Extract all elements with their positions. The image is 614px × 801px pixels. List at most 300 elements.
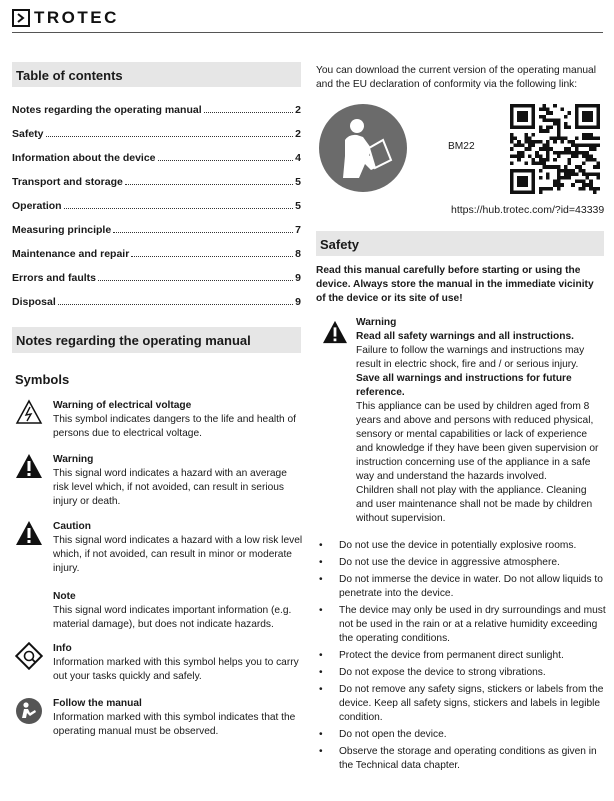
qr-module [575, 122, 579, 126]
qr-module [596, 115, 600, 119]
qr-module [532, 162, 536, 166]
qr-module [517, 183, 521, 187]
qr-module [582, 162, 586, 166]
qr-module [557, 176, 561, 180]
qr-module [539, 162, 543, 166]
qr-module [532, 118, 536, 122]
qr-module [557, 136, 561, 140]
qr-module [542, 118, 546, 122]
qr-module [532, 190, 536, 194]
qr-module [524, 176, 528, 180]
qr-module [550, 147, 554, 151]
toc-leader-dots [158, 160, 294, 161]
qr-module [560, 169, 564, 173]
qr-module [514, 144, 518, 148]
qr-module [578, 180, 582, 184]
toc-entry-label: Safety [12, 128, 44, 140]
qr-module [564, 136, 568, 140]
qr-module [586, 158, 590, 162]
qr-module [557, 118, 561, 122]
toc-entry-label: Operation [12, 200, 62, 212]
qr-module [571, 140, 575, 144]
qr-module [589, 180, 593, 184]
qr-module [521, 111, 525, 115]
trotec-logo [12, 8, 119, 28]
qr-module [589, 136, 593, 140]
toc-entry-page: 5 [295, 176, 301, 188]
list-item: • Observe the storage and operating conditions as given in the Technical data chapter. [316, 745, 606, 773]
safety-warning-block [356, 316, 606, 526]
toc-entry-label: Maintenance and repair [12, 248, 130, 260]
qr-module [550, 136, 554, 140]
qr-module [582, 111, 586, 115]
qr-module [532, 115, 536, 119]
qr-module [514, 136, 518, 140]
qr-module [593, 187, 597, 191]
qr-module [582, 144, 586, 148]
qr-module [521, 169, 525, 173]
toc-entry-page: 9 [295, 272, 301, 284]
qr-module [593, 144, 597, 148]
qr-module [514, 126, 518, 130]
qr-module [510, 190, 514, 194]
list-item: • Do not use the device in aggressive atmosphere. [316, 556, 606, 570]
qr-module [546, 158, 550, 162]
qr-module [514, 154, 518, 158]
qr-module [532, 158, 536, 162]
qr-module [575, 118, 579, 122]
qr-module [586, 183, 590, 187]
qr-module [539, 140, 543, 144]
qr-module [524, 133, 528, 137]
qr-module [560, 140, 564, 144]
qr-module [589, 172, 593, 176]
qr-module [517, 154, 521, 158]
qr-module [582, 115, 586, 119]
qr-module [517, 140, 521, 144]
qr-module [596, 187, 600, 191]
qr-module [528, 126, 532, 130]
qr-module [550, 118, 554, 122]
qr-module [596, 176, 600, 180]
qr-module [568, 162, 572, 166]
qr-module [586, 118, 590, 122]
qr-module [517, 180, 521, 184]
qr-module [593, 165, 597, 169]
qr-module [524, 118, 528, 122]
qr-module [521, 104, 525, 108]
qr-module [589, 144, 593, 148]
qr-module [532, 183, 536, 187]
qr-module [578, 144, 582, 148]
qr-module [575, 165, 579, 169]
safety-bullet-list [316, 539, 606, 776]
qr-module [593, 104, 597, 108]
toc-entry-page: 9 [295, 296, 301, 308]
qr-module [542, 165, 546, 169]
qr-module [528, 169, 532, 173]
qr-module [560, 176, 564, 180]
toc-entry[interactable] [12, 164, 301, 188]
qr-module [517, 169, 521, 173]
qr-module [589, 104, 593, 108]
qr-module [521, 126, 525, 130]
qr-module [578, 104, 582, 108]
document-code: BM22 [448, 141, 475, 152]
qr-module [557, 172, 561, 176]
qr-module [550, 126, 554, 130]
qr-module [575, 172, 579, 176]
qr-module [578, 151, 582, 155]
qr-module [517, 104, 521, 108]
qr-module [575, 151, 579, 155]
list-item: • Do not immerse the device in water. Do not allow liquids to penetrate into the device. [316, 573, 606, 601]
symbol-description: Information marked with this symbol helps you to carry out your tasks quickly and safely. [53, 657, 299, 682]
qr-module [546, 126, 550, 130]
qr-module [593, 136, 597, 140]
qr-module [586, 151, 590, 155]
notes-heading: Notes regarding the operating manual [12, 327, 301, 353]
toc-leader-dots [46, 136, 294, 137]
logo-text: TROTEC [34, 8, 119, 27]
toc-entry-label: Transport and storage [12, 176, 123, 188]
toc-leader-dots [98, 280, 293, 281]
qr-module [557, 133, 561, 137]
toc-entry-page: 8 [295, 248, 301, 260]
qr-module [510, 176, 514, 180]
symbol-title: Follow the manual [53, 698, 142, 709]
caution-icon [15, 520, 43, 548]
qr-module [510, 147, 514, 151]
qr-module [593, 172, 597, 176]
qr-module [596, 108, 600, 112]
qr-module [524, 180, 528, 184]
qr-module [582, 133, 586, 137]
qr-module [593, 158, 597, 162]
qr-module [521, 118, 525, 122]
qr-module [535, 154, 539, 158]
qr-module [582, 104, 586, 108]
qr-module [510, 115, 514, 119]
qr-module [510, 108, 514, 112]
toc-entry[interactable] [12, 236, 301, 260]
qr-module [524, 147, 528, 151]
toc-entry[interactable] [12, 260, 301, 284]
qr-module [510, 136, 514, 140]
qr-module [557, 183, 561, 187]
qr-module [586, 104, 590, 108]
qr-module [578, 187, 582, 191]
qr-module [596, 122, 600, 126]
qr-module [539, 129, 543, 133]
qr-module [560, 151, 564, 155]
qr-module [524, 111, 528, 115]
qr-module [593, 126, 597, 130]
qr-module [560, 183, 564, 187]
qr-module [546, 172, 550, 176]
qr-module [553, 140, 557, 144]
qr-module [539, 154, 543, 158]
symbol-description: This signal word indicates important information (e.g. material damage), but does not indicate hazards. [53, 605, 292, 630]
toc-leader-dots [64, 208, 294, 209]
qr-module [546, 176, 550, 180]
qr-module [589, 111, 593, 115]
toc-entry-page: 5 [295, 200, 301, 212]
qr-module [557, 165, 561, 169]
qr-module [586, 154, 590, 158]
qr-module [539, 147, 543, 151]
qr-module [575, 136, 579, 140]
qr-module [589, 126, 593, 130]
qr-module [557, 151, 561, 155]
qr-module [535, 162, 539, 166]
qr-module [510, 104, 514, 108]
qr-module [524, 104, 528, 108]
qr-module [575, 104, 579, 108]
qr-module [532, 133, 536, 137]
qr-module [553, 118, 557, 122]
qr-module [532, 122, 536, 126]
qr-module [528, 147, 532, 151]
qr-module [510, 126, 514, 130]
qr-module [589, 118, 593, 122]
qr-module [510, 118, 514, 122]
qr-module [521, 144, 525, 148]
qr-module [546, 111, 550, 115]
qr-module [510, 180, 514, 184]
qr-module [582, 180, 586, 184]
qr-module [528, 190, 532, 194]
qr-module [568, 126, 572, 130]
symbol-description: This signal word indicates a hazard with a low risk level which, if not avoided, can result in minor or moderate injury. [53, 535, 303, 574]
download-text: You can download the current version of the operating manual and the EU declaration of conformity via the following link: [316, 65, 596, 90]
qr-module [510, 154, 514, 158]
qr-module [517, 158, 521, 162]
qr-module [524, 126, 528, 130]
follow-manual-icon [15, 697, 43, 725]
warning-text-play: Children shall not play with the appliance. Cleaning and user maintenance shall not be made by children without supervision. [356, 485, 593, 524]
qr-module [539, 190, 543, 194]
toc-leader-dots [113, 232, 293, 233]
qr-module [539, 158, 543, 162]
qr-module [564, 172, 568, 176]
qr-module [532, 169, 536, 173]
header-divider [12, 32, 603, 33]
symbols-title: Symbols [15, 372, 70, 387]
qr-module [596, 136, 600, 140]
qr-module [571, 151, 575, 155]
qr-module [575, 144, 579, 148]
qr-module [578, 169, 582, 173]
qr-module [571, 144, 575, 148]
symbol-title: Caution [53, 521, 91, 532]
qr-module [560, 136, 564, 140]
toc-entry-page: 2 [295, 128, 301, 140]
toc-leader-dots [125, 184, 293, 185]
qr-module [517, 151, 521, 155]
toc-entry[interactable] [12, 212, 301, 236]
qr-module [542, 108, 546, 112]
qr-module [586, 172, 590, 176]
qr-module [532, 126, 536, 130]
qr-module [539, 126, 543, 130]
qr-module [524, 183, 528, 187]
qr-module [593, 147, 597, 151]
qr-module [546, 108, 550, 112]
qr-module [553, 104, 557, 108]
warning-text-failure: Failure to follow the warnings and instructions may result in electric shock, fire and / or serious injury. [356, 345, 585, 370]
toc-entry-label: Disposal [12, 296, 56, 308]
warning-title: Warning [356, 317, 397, 328]
qr-module [539, 176, 543, 180]
qr-module [524, 169, 528, 173]
qr-module [575, 147, 579, 151]
qr-module [575, 126, 579, 130]
toc-leader-dots [58, 304, 293, 305]
qr-module [550, 187, 554, 191]
qr-module [596, 144, 600, 148]
symbol-description: Information marked with this symbol indicates that the operating manual must be observed. [53, 712, 296, 737]
qr-module [578, 126, 582, 130]
qr-module [582, 154, 586, 158]
qr-module [557, 129, 561, 133]
warning-text-children: This appliance can be used by children aged from 8 years and above and persons with reduced physical, sensory or mental capabilities or lack of experience and knowledge if they have been given supervision or instruction concerning use of the appliance in a safe way and understand the hazards involved. [356, 401, 599, 482]
toc-entry[interactable] [12, 140, 301, 164]
qr-module [510, 169, 514, 173]
qr-module [553, 158, 557, 162]
qr-module [578, 165, 582, 169]
qr-module [564, 147, 568, 151]
qr-module [586, 176, 590, 180]
qr-module [582, 187, 586, 191]
qr-module [582, 183, 586, 187]
qr-module [564, 165, 568, 169]
symbol-title: Warning [53, 454, 94, 465]
qr-module [564, 176, 568, 180]
symbol-title: Info [53, 643, 72, 654]
qr-module [564, 169, 568, 173]
qr-module [542, 144, 546, 148]
toc-entry[interactable] [12, 116, 301, 140]
warning-icon [15, 453, 43, 481]
qr-module [589, 187, 593, 191]
qr-module [517, 115, 521, 119]
qr-module [510, 187, 514, 191]
qr-module [596, 162, 600, 166]
qr-code[interactable] [510, 104, 600, 194]
qr-module [517, 118, 521, 122]
qr-module [568, 147, 572, 151]
qr-module [546, 154, 550, 158]
qr-module [553, 180, 557, 184]
qr-module [596, 111, 600, 115]
qr-module [521, 151, 525, 155]
qr-module [582, 169, 586, 173]
info-icon [15, 642, 43, 670]
qr-module [521, 183, 525, 187]
qr-module [510, 111, 514, 115]
qr-module [524, 140, 528, 144]
qr-module [539, 169, 543, 173]
qr-module [542, 147, 546, 151]
qr-module [542, 162, 546, 166]
toc-entry[interactable] [12, 284, 301, 308]
qr-module [575, 115, 579, 119]
read-manual-icon [319, 104, 407, 192]
toc-entry-page: 2 [295, 104, 301, 116]
qr-module [528, 140, 532, 144]
electrical-voltage-warning-icon [15, 399, 43, 427]
qr-module [532, 140, 536, 144]
qr-module [532, 104, 536, 108]
qr-module [510, 140, 514, 144]
qr-module [557, 122, 561, 126]
qr-module [546, 144, 550, 148]
qr-module [582, 118, 586, 122]
qr-module [514, 104, 518, 108]
qr-module [571, 169, 575, 173]
toc-entry-label: Errors and faults [12, 272, 97, 284]
toc-entry-page: 4 [295, 152, 301, 164]
qr-module [532, 172, 536, 176]
qr-module [568, 140, 572, 144]
qr-module [517, 176, 521, 180]
qr-module [521, 190, 525, 194]
qr-module [557, 154, 561, 158]
qr-module [575, 180, 579, 184]
qr-module [568, 172, 572, 176]
qr-module [510, 172, 514, 176]
qr-module [557, 187, 561, 191]
symbol-title: Note [53, 591, 76, 602]
toc-entry[interactable] [12, 92, 301, 116]
warning-icon [322, 320, 348, 344]
qr-module [546, 147, 550, 151]
qr-module [575, 108, 579, 112]
toc-entry[interactable] [12, 188, 301, 212]
qr-module [553, 165, 557, 169]
qr-module [589, 133, 593, 137]
qr-module [528, 136, 532, 140]
qr-module [524, 115, 528, 119]
qr-module [528, 144, 532, 148]
qr-module [550, 165, 554, 169]
qr-module [571, 183, 575, 187]
qr-module [557, 126, 561, 130]
qr-module [564, 126, 568, 130]
qr-module [542, 115, 546, 119]
list-item: • The device may only be used in dry surroundings and must not be used in the rain or at a relative humidity exceeding the operating conditions. [316, 604, 606, 646]
qr-module [532, 111, 536, 115]
toc-entry-page: 7 [295, 224, 301, 236]
qr-module [539, 108, 543, 112]
qr-module [517, 190, 521, 194]
download-link[interactable]: https://hub.trotec.com/?id=43339 [451, 204, 605, 216]
toc-leader-dots [204, 112, 294, 113]
qr-module [596, 172, 600, 176]
qr-module [568, 158, 572, 162]
qr-module [575, 111, 579, 115]
qr-module [589, 183, 593, 187]
qr-module [517, 111, 521, 115]
qr-module [564, 122, 568, 126]
qr-module [593, 190, 597, 194]
qr-module [586, 126, 590, 130]
qr-module [532, 180, 536, 184]
qr-module [557, 180, 561, 184]
qr-module [586, 136, 590, 140]
qr-module [586, 111, 590, 115]
